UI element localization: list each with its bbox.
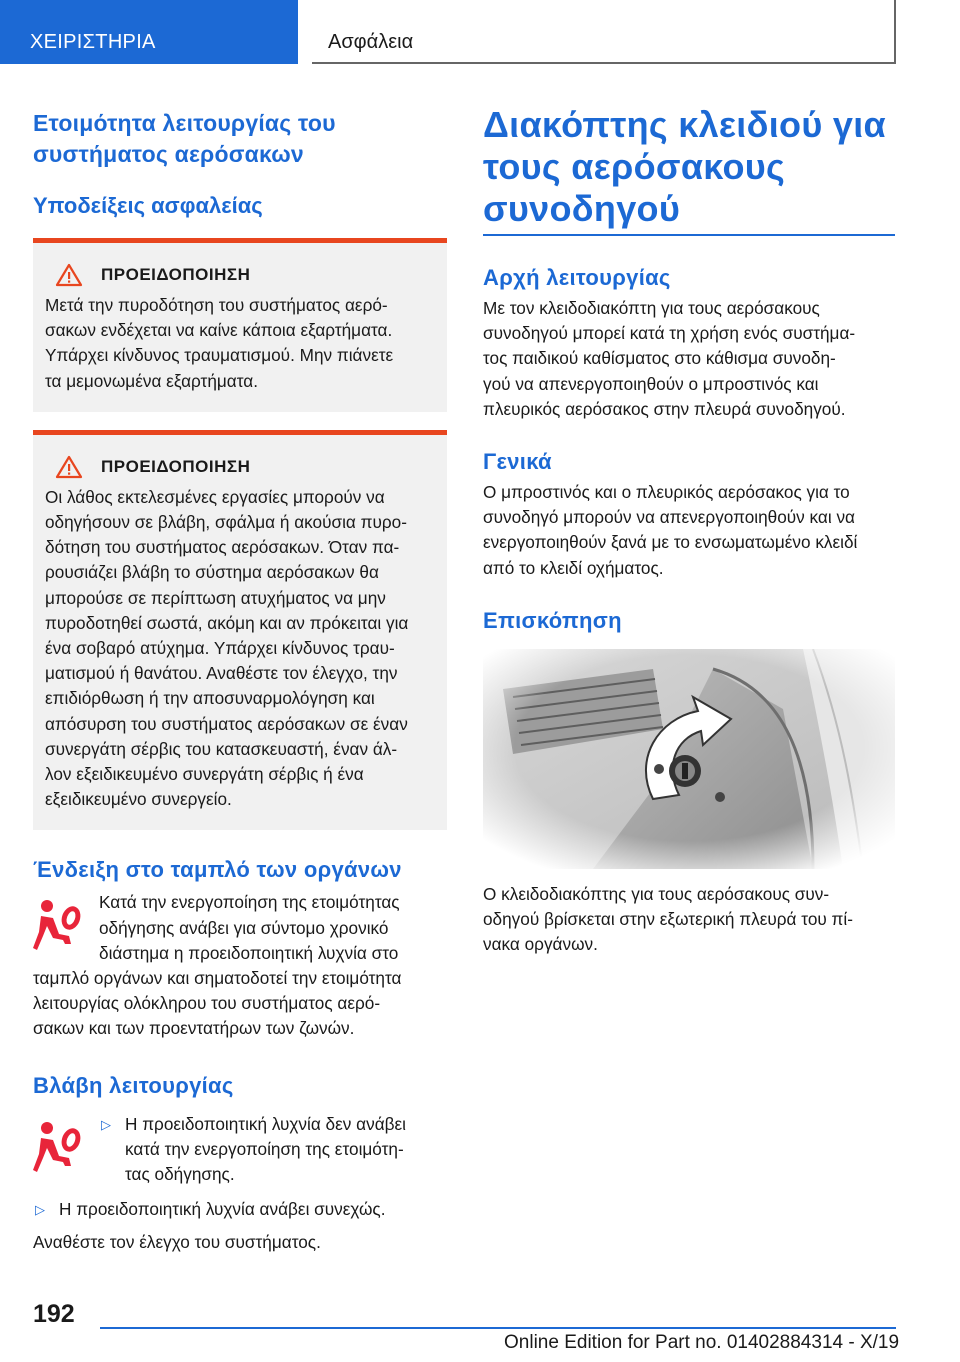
principle-line: Με τον κλειδοδιακόπτη για τους αερόσακους [483,298,820,318]
fault-heading: Βλάβη λειτουργίας [33,1072,234,1098]
warning-line: οδηγήσουν σε βλάβη, σφάλμα ή ακούσια πυρο- [45,512,407,533]
warning-label: ΠΡΟΕΙΔΟΠΟΙΗΣΗ [101,265,251,284]
indicator-line: οδήγησης ανάβει για σύντομο χρονικό [99,917,389,938]
principle-line: πλευρικός αερόσακος στην πλευρά συνοδηγού. [483,398,846,419]
warning-line: μπορούσε σε περίπτωση ατυχήματος να μην [45,587,386,608]
warning-line: ματισμού ή θανάτου. Αναθέστε τον έλεγχο, την [45,663,398,684]
warning-title [45,455,435,479]
indicator-row [33,890,447,966]
page-number: 192 [33,1300,75,1328]
warning-line: λον εξειδικευμένο συνεργάτη σέρβις ή ένα [45,764,364,785]
indicator-line: Κατά την ενεργοποίηση της ετοιμότητας [99,892,400,913]
principle-line: γού να απενεργοποιηθούν ο μπροστινός και [483,373,819,394]
general-heading: Γενικά [483,449,552,475]
key-switch-title-line: Διακόπτης κλειδιού για [483,104,886,145]
warning-line: δότηση του συστήματος αερόσακων. Όταν πα- [45,537,400,558]
warning-line: εξειδικευμένο συνεργείο. [45,789,232,810]
warning-triangle-icon [55,263,83,287]
key-switch-photo [483,649,895,869]
indicator-line: διάστημα η προειδοποιητική λυχνία στο [99,942,399,963]
general-line: ενεργοποιηθούν ξανά με το ενσωματωμένο κλειδί [483,532,858,553]
left-column [33,108,447,1256]
key-switch-title-line: συνοδηγού [483,188,681,229]
bullet-triangle-icon: ▷ [101,1116,111,1132]
footer-rule [100,1327,896,1329]
indicator-side-text [99,890,400,966]
airbag-warning-icon [33,896,85,952]
warning-line: Οι λάθος εκτελεσμένες εργασίες μπορούν να [45,486,385,507]
fault-line: Η προειδοποιητική λυχνία δεν ανάβει [125,1113,406,1134]
fault-end: Αναθέστε τον έλεγχο του συστήματος. [33,1232,321,1253]
fault-row [33,1112,447,1188]
principle-line: συνοδηγού μπορεί κατά τη χρήση ενός συστήμα- [483,323,856,344]
indicator-heading: Ένδειξη στο ταμπλό των οργάνων [33,857,402,883]
principle-line: τος παιδικού καθίσματος στο κάθισμα συνοδη- [483,348,836,369]
fault-line: κατά την ενεργοποίηση της ετοιμότη- [125,1138,404,1159]
warning-triangle-icon [55,455,83,479]
indicator-line: λειτουργίας ολόκληρου του συστήματος αερό- [33,993,381,1014]
title-rule [483,234,895,236]
general-line: Ο μπροστινός και ο πλευρικός αερόσακος για το [483,482,850,503]
caption-line: οδηγού βρίσκεται στην εξωτερική πλευρά του πί- [483,909,853,930]
footer-edition: Online Edition for Part no. 01402884314 - X/19 [504,1332,900,1353]
warning-label: ΠΡΟΕΙΔΟΠΟΙΗΣΗ [101,456,251,476]
warning-line: πυροδοτηθεί σωστά, ακόμη και αν πρόκειται για [45,612,409,633]
warning-line: σακων ενδέχεται να καίνε κάποια εξαρτήματα. [45,320,393,341]
overview-heading: Επισκόπηση [483,607,622,633]
fault-line: Η προειδοποιητική λυχνία ανάβει συνεχώς. [59,1199,386,1220]
general-text [483,480,895,581]
section-title: Ασφάλεια [312,0,896,64]
indicator-line: ταμπλό οργάνων και σηματοδοτεί την ετοιμότητα [33,968,402,989]
warning-line: Μετά την πυροδότηση του συστήματος αερό- [45,295,388,315]
right-column [483,104,895,957]
indicator-line: σακων και των προεντατήρων των ζωνών. [33,1018,355,1039]
principle-heading: Αρχή λειτουργίας [483,265,671,290]
principle-text [483,296,895,422]
fault-bullet [99,1112,406,1188]
general-line: από το κλειδί οχήματος. [483,557,664,578]
readiness-title: Ετοιμότητα λειτουργίας του συστήματος αερόσακων [33,110,336,167]
safety-heading: Υποδείξεις ασφαλείας [33,193,263,218]
airbag-warning-icon [33,1118,85,1174]
fault-bullet [33,1197,447,1222]
warning-box-2 [33,430,447,831]
warning-line: Υπάρχει κίνδυνος τραυματισμού. Μην πιάνετε [45,345,394,366]
warning-line: τα μεμονωμένα εξαρτήματα. [45,370,258,391]
key-switch-title-line: τους αερόσακους [483,146,786,187]
warning-box-1 [33,238,447,412]
chapter-tab: ΧΕΙΡΙΣΤΗΡΙΑ [0,0,298,64]
warning-line: απόσυρση του συστήματος αερόσακων σε έναν [45,713,408,734]
warning-line: ένα σοβαρό ατύχημα. Υπάρχει κίνδυνος τραυ- [45,638,395,659]
caption-line: νακα οργάνων. [483,934,598,955]
caption-line: Ο κλειδοδιακόπτης για τους αερόσακους συν- [483,883,830,904]
warning-line: ρουσιάζει βλάβη το σύστημα αερόσακων θα [45,562,379,583]
warning-line: επιδιόρθωση ή την αποσυναρμολόγηση και [45,688,375,709]
warning-title [45,263,435,287]
photo-caption [483,882,895,958]
warning-line: συνεργάτη σέρβις του κατασκευαστή, έναν άλ- [45,738,398,759]
fault-line: τας οδήγησης. [125,1164,235,1185]
bullet-triangle-icon: ▷ [35,1202,45,1218]
general-line: συνοδηγό μπορούν να απενεργοποιηθούν και να [483,507,855,528]
